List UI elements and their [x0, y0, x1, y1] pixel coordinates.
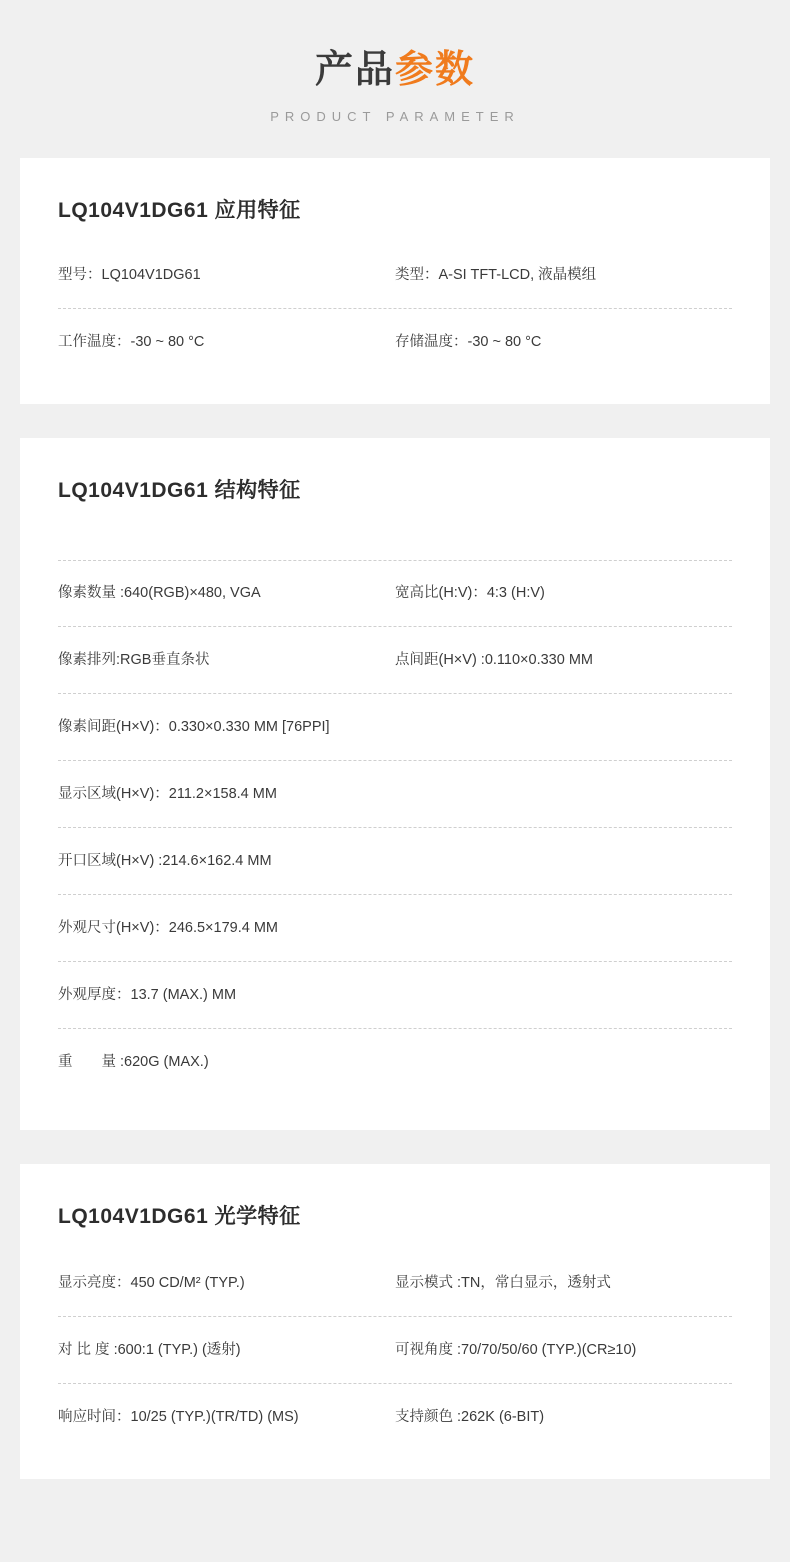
spec-pixel-pitch: 像素间距(H×V)：0.330×0.330 MM [76PPI]: [58, 718, 330, 735]
spec-contrast-ratio: 对 比 度 :600:1 (TYP.) (透射): [58, 1341, 241, 1358]
spec-list-optical: [58, 1250, 732, 1451]
spec-pixel-count: 像素数量 :640(RGB)×480, VGA: [58, 585, 261, 602]
spec-list-structure: [58, 560, 732, 1096]
spec-colors: 支持颜色 :262K (6-BIT): [395, 1409, 545, 1426]
table-row: [58, 895, 732, 962]
table-row: [58, 309, 732, 376]
spec-display-mode: 显示模式 :TN，常白显示，透射式: [395, 1274, 611, 1291]
spec-brightness: 显示亮度：450 CD/M² (TYP.): [58, 1274, 245, 1291]
spec-viewing-area: 开口区域(H×V) :214.6×162.4 MM: [58, 852, 272, 869]
table-row: [58, 1317, 732, 1384]
table-row: [58, 627, 732, 694]
spec-weight: 重 量 :620G (MAX.): [58, 1054, 209, 1071]
page-title: [20, 46, 770, 95]
section-title-optical: LQ104V1DG61 光学特征: [58, 1205, 301, 1229]
table-row: [58, 694, 732, 761]
section-optical-features: [20, 1164, 770, 1479]
section-title-structure: LQ104V1DG61 结构特征: [58, 479, 301, 503]
table-row: [58, 1250, 732, 1317]
page-bottom-spacer: [20, 1479, 770, 1521]
page-header: [20, 0, 770, 124]
spec-type: 类型：A-SI TFT-LCD, 液晶模组: [395, 266, 597, 283]
spec-list-application: [58, 242, 732, 376]
page-title-primary: 产品: [314, 49, 395, 91]
page-title-accent: 参数: [395, 49, 476, 91]
table-row: [58, 242, 732, 309]
section-structure-features: [20, 438, 770, 1130]
spec-response-time: 响应时间：10/25 (TYP.)(TR/TD) (MS): [58, 1409, 299, 1426]
table-row: [58, 560, 732, 627]
page-subtitle: PRODUCT PARAMETER: [270, 109, 520, 125]
table-row: [58, 828, 732, 895]
section-application-features: [20, 158, 770, 404]
spec-outline-dimension: 外观尺寸(H×V)：246.5×179.4 MM: [58, 919, 278, 936]
table-row: [58, 1384, 732, 1451]
spec-storage-temperature: 存储温度：-30 ~ 80 °C: [395, 334, 542, 351]
spec-thickness: 外观厚度：13.7 (MAX.) MM: [58, 986, 237, 1003]
spec-model: 型号：LQ104V1DG61: [58, 266, 201, 283]
spec-operating-temperature: 工作温度：-30 ~ 80 °C: [58, 334, 205, 351]
table-row: [58, 1029, 732, 1096]
spec-pixel-arrangement: 像素排列:RGB垂直条状: [58, 651, 210, 668]
spec-viewing-angle: 可视角度 :70/70/50/60 (TYP.)(CR≥10): [395, 1341, 637, 1358]
spec-active-area: 显示区域(H×V)：211.2×158.4 MM: [58, 785, 277, 802]
section-title-application: LQ104V1DG61 应用特征: [58, 199, 301, 223]
table-row: [58, 962, 732, 1029]
spec-dot-pitch: 点间距(H×V) :0.110×0.330 MM: [395, 651, 593, 668]
table-row: [58, 761, 732, 828]
spec-aspect-ratio: 宽高比(H:V)：4:3 (H:V): [395, 585, 545, 602]
